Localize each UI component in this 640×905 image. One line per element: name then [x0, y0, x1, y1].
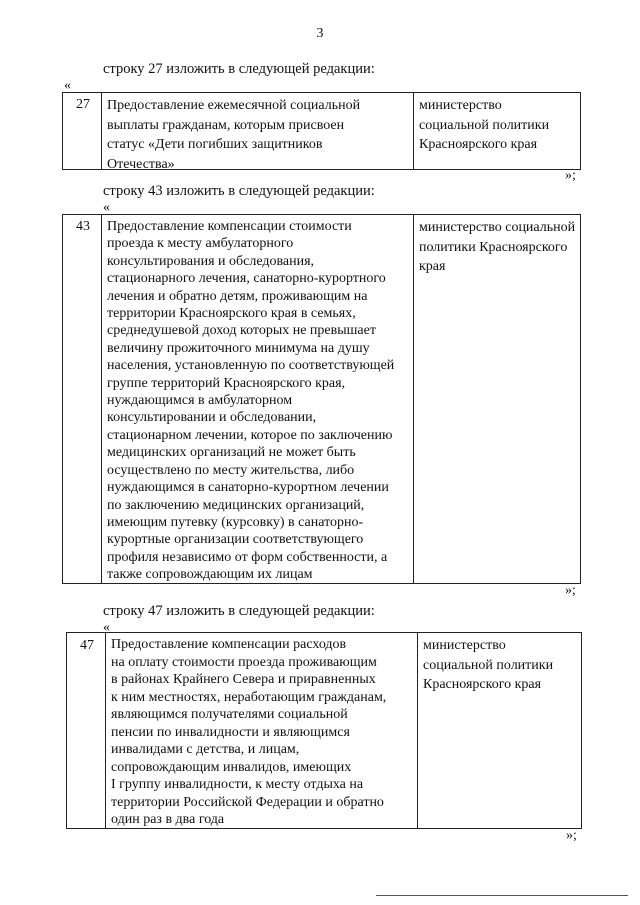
text-line: стационарном лечении, которое по заключению: [107, 427, 393, 443]
text-line: Предоставление компенсации стоимости: [107, 219, 352, 234]
text-line: являющимся получателями социальной: [111, 707, 348, 722]
column-divider: [417, 633, 418, 828]
service-description: [107, 96, 360, 174]
service-description: [107, 218, 394, 584]
row-number: 43: [76, 219, 90, 234]
amendment-intro-43: строку 43 изложить в следующей редакции:: [103, 183, 375, 199]
text-line: социальной политики: [423, 657, 554, 673]
row-number: 47: [80, 638, 94, 653]
text-line: инвалидами с детства, и лицам,: [111, 742, 300, 757]
text-line: стационарного лечения, санаторно-курортного: [107, 271, 386, 287]
text-line: министерство: [419, 98, 502, 113]
table-row-43: [62, 214, 581, 584]
text-line: сопровождающим инвалидов, имеющих: [111, 759, 352, 775]
text-line: на оплату стоимости проезда проживающим: [111, 654, 377, 670]
text-line: группе территорий Красноярского края,: [107, 375, 346, 391]
text-line: консультирования и обследования,: [107, 253, 315, 269]
column-divider: [101, 93, 102, 169]
opening-quote: «: [103, 200, 110, 215]
text-line: проезда к месту амбулаторного: [107, 236, 294, 252]
text-line: Предоставление ежемесячной социальной: [107, 98, 361, 113]
text-line: осуществлено по месту жительства, либо: [107, 462, 355, 478]
column-divider: [413, 215, 414, 583]
opening-quote: «: [64, 78, 71, 93]
text-line: пенсии по инвалидности и являющимся: [111, 724, 350, 740]
text-line: по заключению медицинских организаций,: [107, 497, 365, 513]
row-number: 27: [76, 97, 90, 112]
text-line: имеющим путевку (курсовку) в санаторно-: [107, 514, 364, 530]
text-line: профиля независимо от форм собственности, а: [107, 549, 388, 565]
text-line: один раз в два года: [111, 812, 225, 827]
text-line: к ним местностях, неработающим гражданам,: [111, 689, 387, 705]
column-divider: [105, 633, 106, 828]
page-number: 3: [316, 26, 324, 41]
table-row-47: [66, 632, 582, 829]
column-divider: [413, 93, 414, 169]
service-description: [111, 636, 386, 829]
text-line: I группу инвалидности, к месту отдыха на: [111, 777, 364, 792]
text-line: политики Красноярского: [419, 239, 568, 255]
text-line: министерство социальной: [419, 220, 576, 235]
text-line: территории Красноярского края в семьях,: [107, 306, 356, 322]
opening-quote: «: [103, 620, 110, 635]
text-line: среднедушевой доход которых не превышает: [107, 323, 376, 339]
text-line: курортные организации соответствующего: [107, 532, 364, 548]
closing-quote: »;: [566, 828, 577, 843]
text-line: величину прожиточного минимума на душу: [107, 340, 370, 356]
text-line: консультировании и обследовании,: [107, 410, 317, 426]
text-line: также сопровождающим их лицам: [107, 567, 313, 583]
text-line: края: [419, 259, 446, 274]
closing-quote: »;: [565, 583, 576, 598]
closing-quote: »;: [565, 168, 576, 183]
text-line: статус «Дети погибших защитников: [107, 137, 323, 152]
text-line: Предоставление компенсации расходов: [111, 637, 347, 652]
text-line: нуждающимся в амбулаторном: [107, 393, 293, 409]
column-divider: [101, 215, 102, 583]
text-line: населения, установленную по соответствующей: [107, 358, 395, 374]
scan-edge-line: [376, 895, 628, 896]
responsible-authority: [419, 96, 549, 155]
text-line: социальной политики: [419, 117, 550, 133]
text-line: Красноярского края: [419, 137, 538, 152]
text-line: министерство: [423, 638, 506, 653]
amendment-intro-27: строку 27 изложить в следующей редакции:: [103, 61, 375, 77]
amendment-intro-47: строку 47 изложить в следующей редакции:: [103, 603, 375, 619]
text-line: Красноярского края: [423, 677, 542, 692]
responsible-authority: [419, 218, 575, 277]
text-line: выплаты гражданам, которым присвоен: [107, 117, 345, 133]
text-line: в районах Крайнего Севера и приравненных: [111, 672, 376, 687]
text-line: территории Российской Федерации и обратно: [111, 794, 384, 810]
text-line: нуждающимся в санаторно-курортном лечении: [107, 480, 389, 496]
text-line: медицинских организаций не может быть: [107, 445, 356, 461]
responsible-authority: [423, 636, 553, 695]
text-line: Отечества»: [107, 156, 175, 172]
table-row-27: [62, 92, 581, 170]
text-line: лечения и обратно детям, проживающим на: [107, 288, 368, 304]
